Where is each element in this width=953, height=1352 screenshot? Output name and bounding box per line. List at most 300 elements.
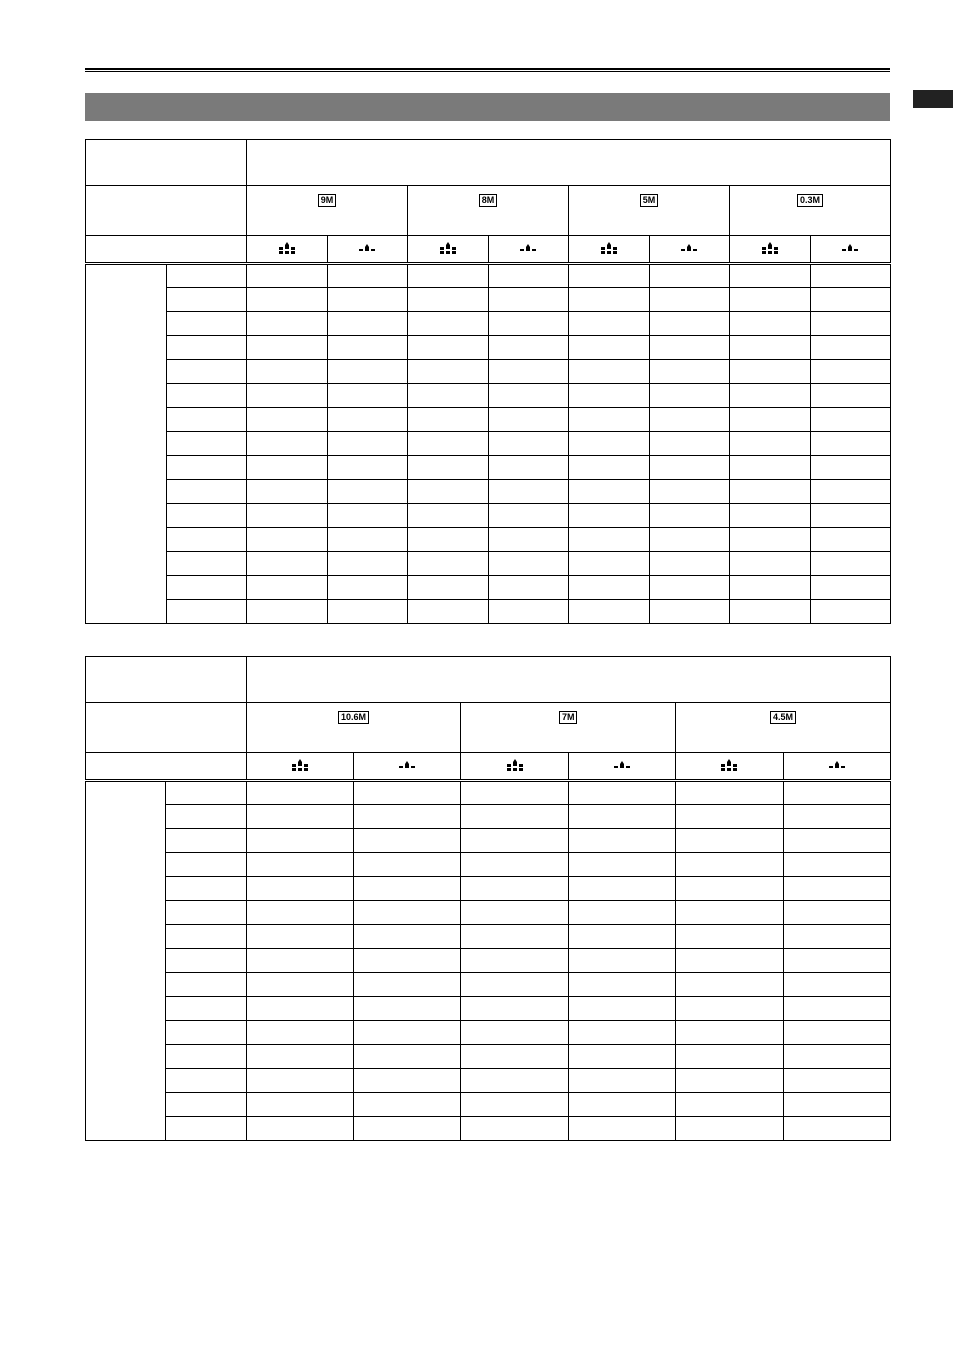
- value-cell: [676, 997, 783, 1021]
- quality-label-cell: [86, 753, 247, 781]
- value-cell: [810, 288, 891, 312]
- value-cell: [569, 576, 650, 600]
- value-cell: [676, 949, 783, 973]
- value-cell: [246, 949, 353, 973]
- value-cell: [408, 456, 489, 480]
- value-cell: [461, 973, 568, 997]
- group-label-cell: [86, 781, 166, 1141]
- value-cell: [730, 456, 811, 480]
- table-row: [86, 1093, 891, 1117]
- value-cell: [461, 805, 568, 829]
- value-cell: [568, 973, 675, 997]
- value-cell: [461, 877, 568, 901]
- table-row: [86, 901, 891, 925]
- value-cell: [569, 600, 650, 624]
- value-cell: [568, 829, 675, 853]
- value-cell: [461, 1093, 568, 1117]
- quality-standard-icon: [568, 753, 675, 781]
- value-cell: [408, 384, 489, 408]
- resolution-label-cell: [86, 703, 247, 753]
- value-cell: [488, 408, 569, 432]
- value-cell: [353, 901, 460, 925]
- value-cell: [461, 997, 568, 1021]
- value-cell: [569, 552, 650, 576]
- row-label-cell: [166, 901, 246, 925]
- value-cell: [810, 384, 891, 408]
- resolution-header: [247, 186, 408, 236]
- quality-standard-icon: [783, 753, 890, 781]
- value-cell: [408, 360, 489, 384]
- value-cell: [246, 829, 353, 853]
- value-cell: [810, 480, 891, 504]
- value-cell: [649, 432, 730, 456]
- value-cell: [783, 1069, 890, 1093]
- value-cell: [408, 432, 489, 456]
- value-cell: [247, 480, 328, 504]
- value-cell: [353, 1117, 460, 1141]
- value-cell: [649, 360, 730, 384]
- value-cell: [569, 360, 650, 384]
- row-label-cell: [166, 1069, 246, 1093]
- value-cell: [783, 949, 890, 973]
- quality-fine-icon: [730, 236, 811, 264]
- row-label-cell: [166, 805, 246, 829]
- resolution-badge: 8M: [479, 194, 498, 207]
- value-cell: [810, 456, 891, 480]
- value-cell: [810, 432, 891, 456]
- row-label-cell: [166, 336, 247, 360]
- value-cell: [569, 432, 650, 456]
- row-label-cell: [166, 456, 247, 480]
- header-title-cell: [247, 140, 891, 186]
- value-cell: [488, 552, 569, 576]
- value-cell: [246, 1093, 353, 1117]
- value-cell: [730, 552, 811, 576]
- value-cell: [568, 853, 675, 877]
- table-row: [86, 1117, 891, 1141]
- resolution-badge: 10.6M: [338, 711, 369, 724]
- value-cell: [649, 528, 730, 552]
- quality-standard-icon: [488, 236, 569, 264]
- value-cell: [246, 853, 353, 877]
- value-cell: [730, 408, 811, 432]
- value-cell: [246, 877, 353, 901]
- value-cell: [568, 805, 675, 829]
- value-cell: [353, 781, 460, 805]
- group-label-cell: [86, 264, 167, 624]
- row-label-cell: [166, 384, 247, 408]
- value-cell: [649, 480, 730, 504]
- value-cell: [810, 360, 891, 384]
- value-cell: [730, 384, 811, 408]
- table-row: [86, 360, 891, 384]
- resolution-badge: 0.3M: [797, 194, 823, 207]
- value-cell: [676, 1045, 783, 1069]
- value-cell: [247, 384, 328, 408]
- value-cell: [569, 384, 650, 408]
- table-a: [85, 139, 891, 624]
- value-cell: [353, 853, 460, 877]
- value-cell: [783, 1093, 890, 1117]
- value-cell: [353, 1045, 460, 1069]
- value-cell: [247, 312, 328, 336]
- value-cell: [246, 973, 353, 997]
- value-cell: [408, 408, 489, 432]
- value-cell: [247, 336, 328, 360]
- table-row: [86, 805, 891, 829]
- value-cell: [783, 1021, 890, 1045]
- value-cell: [327, 288, 408, 312]
- value-cell: [568, 781, 675, 805]
- value-cell: [247, 288, 328, 312]
- value-cell: [353, 1021, 460, 1045]
- value-cell: [783, 901, 890, 925]
- value-cell: [353, 973, 460, 997]
- resolution-header: [569, 186, 730, 236]
- value-cell: [408, 600, 489, 624]
- table-row: [86, 528, 891, 552]
- value-cell: [246, 805, 353, 829]
- value-cell: [783, 853, 890, 877]
- resolution-badge: 5M: [640, 194, 659, 207]
- value-cell: [730, 528, 811, 552]
- value-cell: [810, 504, 891, 528]
- row-label-cell: [166, 1117, 246, 1141]
- value-cell: [408, 288, 489, 312]
- value-cell: [676, 1117, 783, 1141]
- resolution-badge: 9M: [318, 194, 337, 207]
- value-cell: [783, 1045, 890, 1069]
- value-cell: [408, 312, 489, 336]
- value-cell: [488, 528, 569, 552]
- value-cell: [327, 528, 408, 552]
- value-cell: [569, 336, 650, 360]
- table-row: [86, 1069, 891, 1093]
- table-b: [85, 656, 891, 1141]
- row-label-cell: [166, 360, 247, 384]
- value-cell: [461, 829, 568, 853]
- header-label-cell: [86, 657, 247, 703]
- table-row: [86, 1045, 891, 1069]
- value-cell: [353, 949, 460, 973]
- value-cell: [783, 925, 890, 949]
- value-cell: [568, 1045, 675, 1069]
- value-cell: [353, 877, 460, 901]
- value-cell: [246, 997, 353, 1021]
- value-cell: [569, 504, 650, 528]
- value-cell: [676, 901, 783, 925]
- value-cell: [649, 384, 730, 408]
- table-row: [86, 408, 891, 432]
- row-label-cell: [166, 829, 246, 853]
- value-cell: [730, 504, 811, 528]
- value-cell: [488, 264, 569, 288]
- value-cell: [783, 997, 890, 1021]
- quality-standard-icon: [810, 236, 891, 264]
- value-cell: [810, 552, 891, 576]
- value-cell: [676, 973, 783, 997]
- table-row: [86, 829, 891, 853]
- header-title-cell: [246, 657, 890, 703]
- value-cell: [353, 1093, 460, 1117]
- value-cell: [461, 1021, 568, 1045]
- value-cell: [649, 576, 730, 600]
- value-cell: [353, 997, 460, 1021]
- row-label-cell: [166, 781, 246, 805]
- value-cell: [568, 949, 675, 973]
- resolution-label-cell: [86, 186, 247, 236]
- quality-fine-icon: [676, 753, 783, 781]
- row-label-cell: [166, 288, 247, 312]
- value-cell: [327, 336, 408, 360]
- value-cell: [246, 901, 353, 925]
- resolution-badge: 7M: [559, 711, 578, 724]
- table-row: [86, 781, 891, 805]
- resolution-header: [408, 186, 569, 236]
- value-cell: [569, 408, 650, 432]
- side-tab: [913, 90, 953, 108]
- value-cell: [246, 781, 353, 805]
- value-cell: [676, 1069, 783, 1093]
- value-cell: [327, 312, 408, 336]
- value-cell: [810, 600, 891, 624]
- value-cell: [676, 805, 783, 829]
- value-cell: [247, 600, 328, 624]
- value-cell: [568, 1093, 675, 1117]
- value-cell: [783, 1117, 890, 1141]
- value-cell: [568, 997, 675, 1021]
- row-label-cell: [166, 600, 247, 624]
- value-cell: [488, 432, 569, 456]
- value-cell: [247, 528, 328, 552]
- table-row: [86, 456, 891, 480]
- value-cell: [488, 312, 569, 336]
- value-cell: [676, 781, 783, 805]
- value-cell: [408, 480, 489, 504]
- value-cell: [408, 576, 489, 600]
- value-cell: [327, 432, 408, 456]
- value-cell: [327, 480, 408, 504]
- table-row: [86, 877, 891, 901]
- value-cell: [246, 925, 353, 949]
- value-cell: [676, 1093, 783, 1117]
- row-label-cell: [166, 973, 246, 997]
- value-cell: [327, 576, 408, 600]
- table-row: [86, 504, 891, 528]
- value-cell: [568, 901, 675, 925]
- value-cell: [246, 1069, 353, 1093]
- quality-standard-icon: [327, 236, 408, 264]
- value-cell: [408, 528, 489, 552]
- value-cell: [569, 312, 650, 336]
- value-cell: [676, 853, 783, 877]
- value-cell: [810, 528, 891, 552]
- value-cell: [649, 408, 730, 432]
- value-cell: [408, 504, 489, 528]
- row-label-cell: [166, 528, 247, 552]
- row-label-cell: [166, 1093, 246, 1117]
- quality-standard-icon: [353, 753, 460, 781]
- value-cell: [247, 360, 328, 384]
- quality-fine-icon: [247, 236, 328, 264]
- resolution-header: [676, 703, 891, 753]
- value-cell: [247, 504, 328, 528]
- resolution-header: [730, 186, 891, 236]
- table-row: [86, 600, 891, 624]
- value-cell: [568, 925, 675, 949]
- value-cell: [461, 949, 568, 973]
- table-row: [86, 312, 891, 336]
- row-label-cell: [166, 925, 246, 949]
- value-cell: [461, 781, 568, 805]
- value-cell: [676, 829, 783, 853]
- row-label-cell: [166, 877, 246, 901]
- value-cell: [730, 600, 811, 624]
- value-cell: [810, 576, 891, 600]
- value-cell: [783, 877, 890, 901]
- value-cell: [730, 336, 811, 360]
- row-label-cell: [166, 997, 246, 1021]
- value-cell: [730, 312, 811, 336]
- value-cell: [783, 829, 890, 853]
- table-row: [86, 552, 891, 576]
- value-cell: [783, 805, 890, 829]
- table-row: [86, 973, 891, 997]
- value-cell: [247, 456, 328, 480]
- row-label-cell: [166, 949, 246, 973]
- value-cell: [783, 781, 890, 805]
- quality-standard-icon: [649, 236, 730, 264]
- value-cell: [810, 264, 891, 288]
- value-cell: [353, 1069, 460, 1093]
- value-cell: [353, 805, 460, 829]
- value-cell: [730, 432, 811, 456]
- value-cell: [730, 264, 811, 288]
- value-cell: [247, 432, 328, 456]
- table-row: [86, 853, 891, 877]
- row-label-cell: [166, 552, 247, 576]
- section-title-bar: [85, 93, 890, 121]
- value-cell: [569, 264, 650, 288]
- table-row: [86, 949, 891, 973]
- value-cell: [810, 336, 891, 360]
- value-cell: [488, 480, 569, 504]
- value-cell: [488, 576, 569, 600]
- table-row: [86, 288, 891, 312]
- row-label-cell: [166, 504, 247, 528]
- table-row: [86, 925, 891, 949]
- value-cell: [327, 504, 408, 528]
- value-cell: [568, 1021, 675, 1045]
- quality-fine-icon: [408, 236, 489, 264]
- value-cell: [569, 528, 650, 552]
- top-rule: [85, 68, 890, 72]
- value-cell: [353, 829, 460, 853]
- value-cell: [730, 288, 811, 312]
- value-cell: [408, 336, 489, 360]
- value-cell: [649, 504, 730, 528]
- row-label-cell: [166, 408, 247, 432]
- value-cell: [649, 312, 730, 336]
- value-cell: [327, 264, 408, 288]
- value-cell: [353, 925, 460, 949]
- value-cell: [327, 552, 408, 576]
- value-cell: [247, 408, 328, 432]
- table-row: [86, 264, 891, 288]
- quality-label-cell: [86, 236, 247, 264]
- value-cell: [568, 877, 675, 901]
- value-cell: [676, 877, 783, 901]
- value-cell: [649, 600, 730, 624]
- table-row: [86, 576, 891, 600]
- row-label-cell: [166, 264, 247, 288]
- value-cell: [568, 1069, 675, 1093]
- row-label-cell: [166, 432, 247, 456]
- value-cell: [246, 1117, 353, 1141]
- table-row: [86, 480, 891, 504]
- value-cell: [461, 1117, 568, 1141]
- value-cell: [488, 336, 569, 360]
- value-cell: [730, 360, 811, 384]
- row-label-cell: [166, 853, 246, 877]
- value-cell: [247, 552, 328, 576]
- quality-fine-icon: [569, 236, 650, 264]
- resolution-header: [246, 703, 461, 753]
- value-cell: [408, 552, 489, 576]
- row-label-cell: [166, 1045, 246, 1069]
- value-cell: [649, 264, 730, 288]
- table-row: [86, 997, 891, 1021]
- value-cell: [327, 600, 408, 624]
- value-cell: [730, 576, 811, 600]
- value-cell: [810, 408, 891, 432]
- value-cell: [327, 360, 408, 384]
- quality-fine-icon: [461, 753, 568, 781]
- value-cell: [569, 288, 650, 312]
- value-cell: [488, 600, 569, 624]
- row-label-cell: [166, 1021, 246, 1045]
- value-cell: [461, 925, 568, 949]
- value-cell: [461, 1069, 568, 1093]
- value-cell: [461, 1045, 568, 1069]
- value-cell: [461, 901, 568, 925]
- table-row: [86, 1021, 891, 1045]
- value-cell: [461, 853, 568, 877]
- value-cell: [488, 288, 569, 312]
- row-label-cell: [166, 480, 247, 504]
- value-cell: [730, 480, 811, 504]
- value-cell: [327, 408, 408, 432]
- row-label-cell: [166, 576, 247, 600]
- value-cell: [569, 456, 650, 480]
- header-label-cell: [86, 140, 247, 186]
- value-cell: [246, 1045, 353, 1069]
- value-cell: [488, 456, 569, 480]
- value-cell: [810, 312, 891, 336]
- value-cell: [488, 360, 569, 384]
- value-cell: [247, 264, 328, 288]
- value-cell: [569, 480, 650, 504]
- table-row: [86, 336, 891, 360]
- value-cell: [327, 384, 408, 408]
- value-cell: [488, 384, 569, 408]
- value-cell: [783, 973, 890, 997]
- value-cell: [676, 1021, 783, 1045]
- table-row: [86, 384, 891, 408]
- value-cell: [327, 456, 408, 480]
- value-cell: [568, 1117, 675, 1141]
- resolution-header: [461, 703, 676, 753]
